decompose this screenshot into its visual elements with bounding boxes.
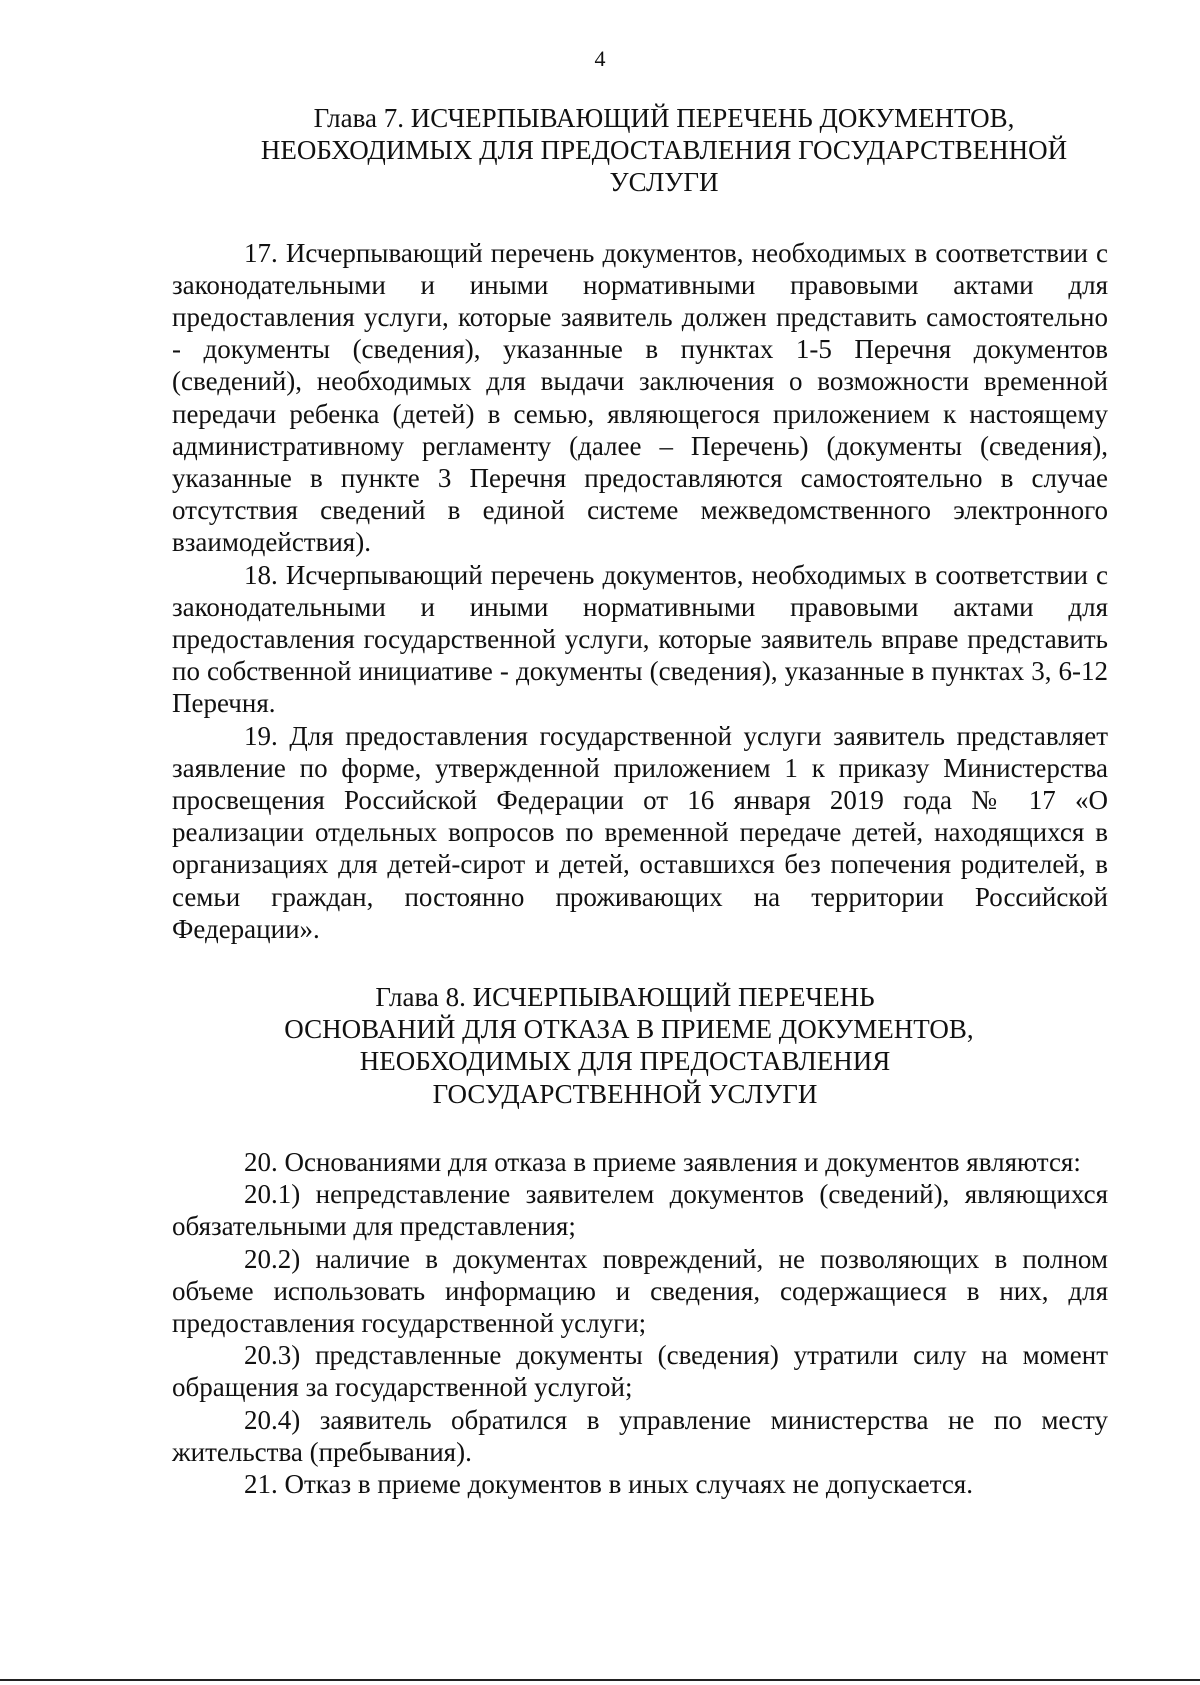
- page-number: 4: [594, 46, 606, 71]
- document-body: [172, 102, 1108, 1500]
- spacer: [172, 945, 1108, 981]
- paragraph-20-3: 20.3) представленные документы (сведения) утратили силу на момент обращения за государственной услугой;: [172, 1340, 1108, 1403]
- chapter-7-title-line: УСЛУГИ: [609, 167, 719, 198]
- paragraph-18: 18. Исчерпывающий перечень документов, необходимых в соответствии с законодательными и иными нормативными правовыми актами для предоставления государственной услуги, которые заявитель вправе представить по собственной инициативе - документы (сведения), указанные в пунктах 3, 6-12 Перечня.: [172, 559, 1108, 719]
- paragraph-20-2: 20.2) наличие в документах повреждений, не позволяющих в полном объеме использовать информацию и сведения, содержащиеся в них, для предоставления государственной услуги;: [172, 1243, 1108, 1338]
- page-bottom-rule: [0, 1679, 1200, 1681]
- chapter-8-title-line: НЕОБХОДИМЫХ ДЛЯ ПРЕДОСТАВЛЕНИЯ: [359, 1046, 891, 1077]
- chapter-7-title-line: Глава 7. ИСЧЕРПЫВАЮЩИЙ ПЕРЕЧЕНЬ ДОКУМЕНТОВ,: [313, 103, 1015, 133]
- spacer: [172, 199, 1108, 237]
- chapter-8-title-line: ОСНОВАНИЙ ДЛЯ ОТКАЗА В ПРИЕМЕ ДОКУМЕНТОВ,: [284, 1014, 974, 1045]
- paragraph-19: 19. Для предоставления государственной услуги заявитель представляет заявление по форме, утвержденной приложением 1 к приказу Министерства просвещения Российской Федерации от 16 января 2019 года № 17 «О реализации отдельных вопросов по временной передаче детей, находящихся в организациях для детей-сирот и детей, оставшихся без попечения родителей, в семьи граждан, постоянно проживающих на территории Российской Федерации».: [172, 720, 1108, 944]
- spacer: [172, 1110, 1108, 1146]
- chapter-7-title: [220, 102, 1108, 199]
- paragraph-17: 17. Исчерпывающий перечень документов, необходимых в соответствии с законодательными и иными нормативными правовыми актами для предоставления услуги, которые заявитель должен представить самостоятельно - документы (сведения), указанные в пунктах 1-5 Перечня документов (сведений), необходимых для выдачи заключения о возможности временной передачи ребенка (детей) в семью, являющегося приложением к настоящему административному регламенту (далее – Перечень) (документы (сведения), указанные в пункте 3 Перечня предоставляются самостоятельно в случае отсутствия сведений в единой системе межведомственного электронного взаимодействия).: [172, 237, 1108, 558]
- chapter-8-title-line: Глава 8. ИСЧЕРПЫВАЮЩИЙ ПЕРЕЧЕНЬ: [375, 982, 875, 1013]
- paragraph-21: 21. Отказ в приеме документов в иных случаях не допускается.: [244, 1468, 973, 1499]
- chapter-8-title: [142, 981, 1108, 1110]
- paragraph-20-1: 20.1) непредставление заявителем документов (сведений), являющихся обязательными для представления;: [172, 1179, 1108, 1242]
- chapter-7-title-line: НЕОБХОДИМЫХ ДЛЯ ПРЕДОСТАВЛЕНИЯ ГОСУДАРСТВЕННОЙ: [260, 135, 1068, 166]
- paragraph-20-4: 20.4) заявитель обратился в управление министерства не по месту жительства (пребывания).: [172, 1404, 1108, 1467]
- paragraph-20: 20. Основаниями для отказа в приеме заявления и документов являются:: [244, 1146, 1081, 1177]
- chapter-8-title-line: ГОСУДАРСТВЕННОЙ УСЛУГИ: [432, 1078, 818, 1109]
